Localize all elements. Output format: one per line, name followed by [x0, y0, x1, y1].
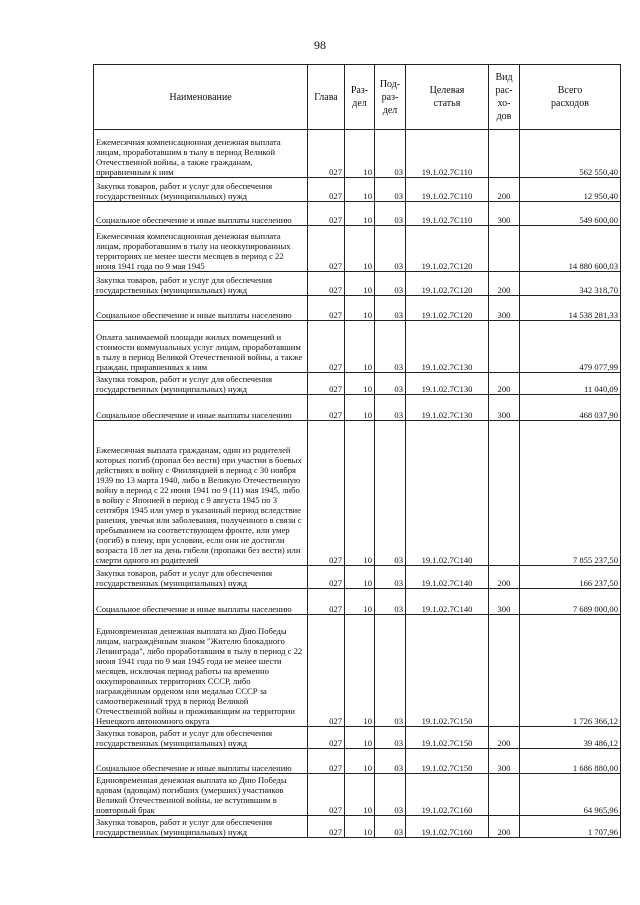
cell-kind: 200 [489, 566, 520, 589]
cell-chapter: 027 [308, 178, 345, 202]
cell-subsection: 03 [375, 321, 406, 373]
cell-total: 12 950,40 [520, 178, 621, 202]
cell-total: 11 040,09 [520, 373, 621, 395]
cell-subsection: 03 [375, 202, 406, 226]
page-number: 98 [314, 38, 326, 52]
cell-section: 10 [345, 566, 375, 589]
cell-target: 19.1.02.7С130 [406, 373, 489, 395]
header-name: Наименование [94, 65, 308, 130]
cell-target: 19.1.02.7С160 [406, 816, 489, 838]
cell-chapter: 027 [308, 566, 345, 589]
cell-target: 19.1.02.7С110 [406, 202, 489, 226]
cell-name: Социальное обеспечение и иные выплаты населению [94, 589, 308, 615]
cell-kind: 300 [489, 296, 520, 321]
cell-section: 10 [345, 321, 375, 373]
table-row [94, 296, 621, 321]
budget-table [93, 64, 621, 838]
cell-chapter: 027 [308, 615, 345, 727]
table-body [94, 130, 621, 838]
cell-target: 19.1.02.7С120 [406, 272, 489, 296]
table-row [94, 130, 621, 178]
cell-kind: 200 [489, 727, 520, 749]
cell-name: Закупка товаров, работ и услуг для обеспечения государственных (муниципальных) нужд [94, 373, 308, 395]
cell-chapter: 027 [308, 816, 345, 838]
header-subsection: Под- раз- дел [375, 65, 406, 130]
table-row [94, 395, 621, 421]
cell-subsection: 03 [375, 130, 406, 178]
table-row [94, 749, 621, 774]
cell-chapter: 027 [308, 589, 345, 615]
table-header-row [94, 65, 621, 130]
cell-total: 7 689 000,00 [520, 589, 621, 615]
header-target: Целевая статья [406, 65, 489, 130]
cell-name: Закупка товаров, работ и услуг для обеспечения государственных (муниципальных) нужд [94, 272, 308, 296]
cell-subsection: 03 [375, 395, 406, 421]
table-row [94, 816, 621, 838]
cell-section: 10 [345, 615, 375, 727]
table-row [94, 178, 621, 202]
cell-name: Социальное обеспечение и иные выплаты населению [94, 749, 308, 774]
cell-section: 10 [345, 774, 375, 816]
cell-section: 10 [345, 130, 375, 178]
cell-kind: 300 [489, 395, 520, 421]
table-row [94, 202, 621, 226]
cell-total: 64 965,96 [520, 774, 621, 816]
cell-section: 10 [345, 816, 375, 838]
cell-target: 19.1.02.7С130 [406, 395, 489, 421]
cell-chapter: 027 [308, 774, 345, 816]
header-section: Раз- дел [345, 65, 375, 130]
cell-kind: 200 [489, 178, 520, 202]
table-row [94, 226, 621, 272]
cell-target: 19.1.02.7С150 [406, 749, 489, 774]
cell-section: 10 [345, 727, 375, 749]
cell-target: 19.1.02.7С140 [406, 566, 489, 589]
cell-subsection: 03 [375, 421, 406, 566]
cell-name: Закупка товаров, работ и услуг для обеспечения государственных (муниципальных) нужд [94, 178, 308, 202]
cell-kind: 200 [489, 816, 520, 838]
cell-target: 19.1.02.7С160 [406, 774, 489, 816]
table-row [94, 727, 621, 749]
cell-kind [489, 321, 520, 373]
cell-kind: 300 [489, 749, 520, 774]
cell-kind [489, 615, 520, 727]
cell-subsection: 03 [375, 589, 406, 615]
cell-total: 468 037,90 [520, 395, 621, 421]
cell-chapter: 027 [308, 321, 345, 373]
table-row [94, 321, 621, 373]
cell-total: 14 880 600,03 [520, 226, 621, 272]
cell-total: 39 486,12 [520, 727, 621, 749]
cell-target: 19.1.02.7С140 [406, 589, 489, 615]
header-chapter: Глава [308, 65, 345, 130]
table-row [94, 373, 621, 395]
cell-name: Социальное обеспечение и иные выплаты населению [94, 296, 308, 321]
table-row [94, 421, 621, 566]
table-row [94, 272, 621, 296]
cell-total: 1 686 880,00 [520, 749, 621, 774]
cell-chapter: 027 [308, 395, 345, 421]
cell-section: 10 [345, 589, 375, 615]
cell-target: 19.1.02.7С110 [406, 178, 489, 202]
cell-subsection: 03 [375, 226, 406, 272]
cell-kind [489, 130, 520, 178]
cell-subsection: 03 [375, 178, 406, 202]
cell-section: 10 [345, 226, 375, 272]
cell-total: 166 237,50 [520, 566, 621, 589]
cell-section: 10 [345, 202, 375, 226]
cell-subsection: 03 [375, 566, 406, 589]
cell-section: 10 [345, 373, 375, 395]
cell-chapter: 027 [308, 226, 345, 272]
cell-name: Оплата занимаемой площади жилых помещений и стоимости коммунальных услуг лицам, проработавшим в тылу в период Великой Отечественной войны, а также граждан, приравненных к ним [94, 321, 308, 373]
table-row [94, 589, 621, 615]
table-row [94, 566, 621, 589]
cell-chapter: 027 [308, 727, 345, 749]
cell-section: 10 [345, 178, 375, 202]
cell-section: 10 [345, 749, 375, 774]
cell-subsection: 03 [375, 272, 406, 296]
cell-name: Закупка товаров, работ и услуг для обеспечения государственных (муниципальных) нужд [94, 727, 308, 749]
header-kind: Вид рас- хо- дов [489, 65, 520, 130]
cell-name: Социальное обеспечение и иные выплаты населению [94, 395, 308, 421]
cell-total: 1 707,96 [520, 816, 621, 838]
cell-section: 10 [345, 296, 375, 321]
cell-kind: 300 [489, 589, 520, 615]
header-total: Всего расходов [520, 65, 621, 130]
cell-target: 19.1.02.7С140 [406, 421, 489, 566]
cell-chapter: 027 [308, 130, 345, 178]
cell-target: 19.1.02.7С120 [406, 226, 489, 272]
cell-name: Ежемесячная компенсационная денежная выплата лицам, проработавшим в тылу в период Великой Отечественной войны, а также гражданам, приравненным к ним [94, 130, 308, 178]
cell-chapter: 027 [308, 749, 345, 774]
cell-kind [489, 421, 520, 566]
cell-total: 7 855 237,50 [520, 421, 621, 566]
cell-name: Ежемесячная выплата гражданам, один из родителей которых погиб (пропал без вести) при участии в боевых действиях в войну с Финляндией в период с 30 ноября 1939 по 13 марта 1940, либо в Великую Отечественную войну в период с 22 июня 1941 по 9 (11) мая 1945, либо в войну с Японией в период с 9 августа 1945 по 3 сентября 1945 или умер в указанный период вследствие ранения, увечья или заболевания, полученного в связи с пребыванием на соответствующем фронте, или умер (погиб) в плену, при условии, если они не достигли возраста 18 лет на день гибели (пропажи без вести) или смерти одного из родителей [94, 421, 308, 566]
cell-chapter: 027 [308, 373, 345, 395]
cell-kind [489, 226, 520, 272]
cell-subsection: 03 [375, 749, 406, 774]
cell-name: Закупка товаров, работ и услуг для обеспечения государственных (муниципальных) нужд [94, 816, 308, 838]
cell-total: 479 077,99 [520, 321, 621, 373]
cell-name: Единовременная денежная выплата ко Дню Победы вдовам (вдовцам) погибших (умерших) участников Великой Отечественной войны, не вступившим в повторный брак [94, 774, 308, 816]
cell-total: 342 318,70 [520, 272, 621, 296]
cell-subsection: 03 [375, 727, 406, 749]
cell-kind: 200 [489, 272, 520, 296]
table-row [94, 774, 621, 816]
cell-total: 562 550,40 [520, 130, 621, 178]
table-row [94, 615, 621, 727]
cell-section: 10 [345, 421, 375, 566]
cell-total: 549 600,00 [520, 202, 621, 226]
cell-subsection: 03 [375, 774, 406, 816]
cell-subsection: 03 [375, 615, 406, 727]
cell-total: 1 726 366,12 [520, 615, 621, 727]
cell-name: Закупка товаров, работ и услуг для обеспечения государственных (муниципальных) нужд [94, 566, 308, 589]
cell-chapter: 027 [308, 272, 345, 296]
cell-total: 14 538 281,33 [520, 296, 621, 321]
cell-chapter: 027 [308, 296, 345, 321]
cell-subsection: 03 [375, 816, 406, 838]
cell-section: 10 [345, 272, 375, 296]
cell-name: Ежемесячная компенсационная денежная выплата лицам, проработавшим в тылу на неоккупированных территориях не менее шести месяцев в период с 22 июня 1941 года по 9 мая 1945 [94, 226, 308, 272]
cell-name: Социальное обеспечение и иные выплаты населению [94, 202, 308, 226]
cell-chapter: 027 [308, 202, 345, 226]
cell-target: 19.1.02.7С110 [406, 130, 489, 178]
cell-name: Единовременная денежная выплата ко Дню Победы лицам, награждённым знаком "Жителю блокадного Ленинграда", либо проработавшим в тылу в период с 22 июня 1941 года по 9 мая 1945 года не менее шести месяцев, исключая период работы на временно оккупированных территориях СССР, либо награждённым орденом или медалью СССР за самоотверженный труд в период Великой Отечественной войны и проживающим на территории Ненецкого автономного округа [94, 615, 308, 727]
cell-subsection: 03 [375, 296, 406, 321]
cell-chapter: 027 [308, 421, 345, 566]
cell-subsection: 03 [375, 373, 406, 395]
cell-target: 19.1.02.7С150 [406, 727, 489, 749]
cell-section: 10 [345, 395, 375, 421]
cell-target: 19.1.02.7С130 [406, 321, 489, 373]
cell-target: 19.1.02.7С150 [406, 615, 489, 727]
cell-kind [489, 774, 520, 816]
cell-kind: 200 [489, 373, 520, 395]
cell-kind: 300 [489, 202, 520, 226]
cell-target: 19.1.02.7С120 [406, 296, 489, 321]
